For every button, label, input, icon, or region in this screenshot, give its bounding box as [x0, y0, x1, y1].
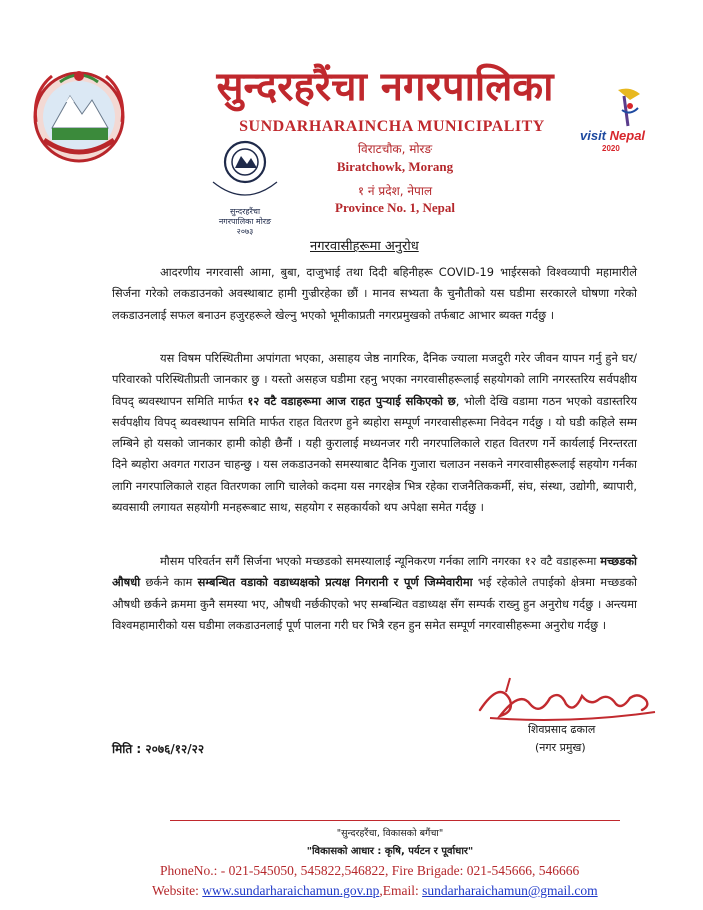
email-link[interactable]: sundarharaichamun@gmail.com: [422, 883, 598, 898]
municipality-title-english: SUNDARHARAINCHA MUNICIPALITY: [239, 118, 545, 135]
signer-title: (नगर प्रमुख): [535, 741, 586, 754]
visit-nepal-year: 2020: [602, 144, 620, 153]
signer-name: शिवप्रसाद ढकाल: [528, 723, 596, 736]
government-emblem-icon: [30, 62, 128, 174]
relief-highlight: १२ वटै वडाहरूमा आज राहत पुऱ्याई सकिएको छ: [247, 393, 456, 408]
province-english: Province No. 1, Nepal: [335, 200, 455, 215]
letter-subject: नगरवासीहरूमा अनुरोध: [310, 239, 419, 254]
address-english: Biratchowk, Morang: [336, 159, 454, 174]
handwritten-signature: [470, 670, 670, 725]
footer-phone: PhoneNo.: - 021-545050, 545822,546822, Fire Brigade: 021-545666, 546666: [160, 863, 580, 878]
province-nepali: १ नं प्रदेश, नेपाल: [357, 184, 433, 198]
visit-nepal-text: visit Nepal: [580, 128, 646, 143]
visit-nepal-logo-icon: [578, 86, 674, 166]
footer-divider: [170, 820, 620, 821]
paragraph-2: यस विषम परिस्थितीमा अपांगता भएका, असाहय जेष्ठ नागरिक, दैनिक ज्याला मजदुरी गरेर जीवन यापन गर्नु हुने घर/परिवारको परिस्थितीप्रती जानकार छु । यस्तो असहज घडीमा रहनु भएका नगरवासीहरूलाई सहयोगको लागि नगरस्तरिय सर्वपक्षीय विपद् ब्यवस्थापन समिति मार्फत १२ वटै वडाहरूमा आज राहत पुऱ्याई सकिएको छ, भोली देखि वडामा गठन भएको वडास्तरिय सर्वपक्षीय विपद् ब्यवस्थापन समिति मार्फत राहत वितरण हुने ब्यहोरा सम्पूर्ण नगरवासीहरूमा निवेदन गर्दछु । यो घडी कहिले सम्म लम्बिने हो यसको जानकार हामी कोही छैनौं । यही कुरालाई मध्यनजर गरी नगरपालिकाले राहत वितरण गर्ने कार्यलाई निरन्तरता दिने ब्यहोरा अवगत गराउन चाहन्छु । यस लकडाउनको समस्याबाट दैनिक गुजारा चलाउन नसकने नगरवासीहरूलाई सहयोग गर्नका लागि नगरपालिकाले राहत वितरणका लागि चालेको कदमा यस नगरक्षेत्र भित्र रहेका राजनैतिककर्मी, संघ, संस्था, उद्योगी, ब्यापारी, ब्यवसायी लगायत सहयोगी मनहरूबाट साथ, सहयोग र सहकार्यको थप अपेक्षा समेत गर्दछु ।: [112, 351, 637, 515]
footer-slogan-2: "विकासको आधार : कृषि, पर्यटन र पूर्वाधार": [306, 846, 474, 857]
footer-slogan-1: "सुन्दरहरैंचा, विकासको बगैंचा": [336, 828, 444, 839]
letter-date: मिति : २०७६/१२/२२: [112, 742, 205, 756]
address-nepali: विराटचौक, मोरङ: [357, 142, 433, 156]
mosquito-medicine-highlight: मच्छडको औषधी: [112, 554, 637, 590]
footer-contact: Website: www.sundarharaichamun.gov.np,Email: sundarharaichamun@gmail.com: [152, 883, 598, 898]
stamp-text: सुन्दरहरैंचा नगरपालिका मोरङ २०७३: [218, 207, 272, 236]
website-link[interactable]: www.sundarharaichamun.gov.np: [202, 883, 380, 898]
paragraph-1: आदरणीय नगरवासी आमा, बुबा, दाजुभाई तथा दिदी बहिनीहरू COVID-19 भाईरसको विश्वव्यापी महामारीले सिर्जना गरेको लकडाउनको अवस्थाबाट हामी गुज्रीरहेका छौं । मानव सभ्यता कै चुनौतीको यस घडीमा सरकारले घोषणा गरेको लकडाउनलाई सफल बनाउन हजुरहरूले खेल्नु भएको भूमीकाप्रती नगरप्रमुखको तर्फबाट आभार ब्यक्त गर्दछु ।: [112, 265, 637, 322]
paragraph-3: मौसम परिवर्तन सगैं सिर्जना भएको मच्छडको समस्यालाई न्यूनिकरण गर्नका लागि नगरका १२ वटै वडाहरूमा मच्छडको औषधी छर्कने काम सम्बन्धित वडाको वडाध्यक्षको प्रत्यक्ष निगरानी र पूर्ण जिम्मेवारीमा भई रहेकोले तपाईको क्षेत्रमा मच्छडको औषधी छर्कने क्रममा कुनै समस्या भए, औषधी नर्छकीएको भए सम्बन्धित वडाध्यक्ष सँग सम्पर्क राख्नु हुन अनुरोध गर्दछु । अन्त्यमा विश्वमहामारीको यस घडीमा लकडाउनलाई पूर्ण पालना गरी घर भित्रै रहन हुन समेत सम्पूर्ण नगरवासीहरूमा अनुरोध गर्दछु ।: [112, 554, 637, 632]
ward-responsibility-highlight: सम्बन्धित वडाको वडाध्यक्षको प्रत्यक्ष निगरानी र पूर्ण जिम्मेवारीमा: [197, 575, 473, 590]
municipality-title-nepali: सुन्दरहरैंचा नगरपालिका: [216, 63, 554, 110]
